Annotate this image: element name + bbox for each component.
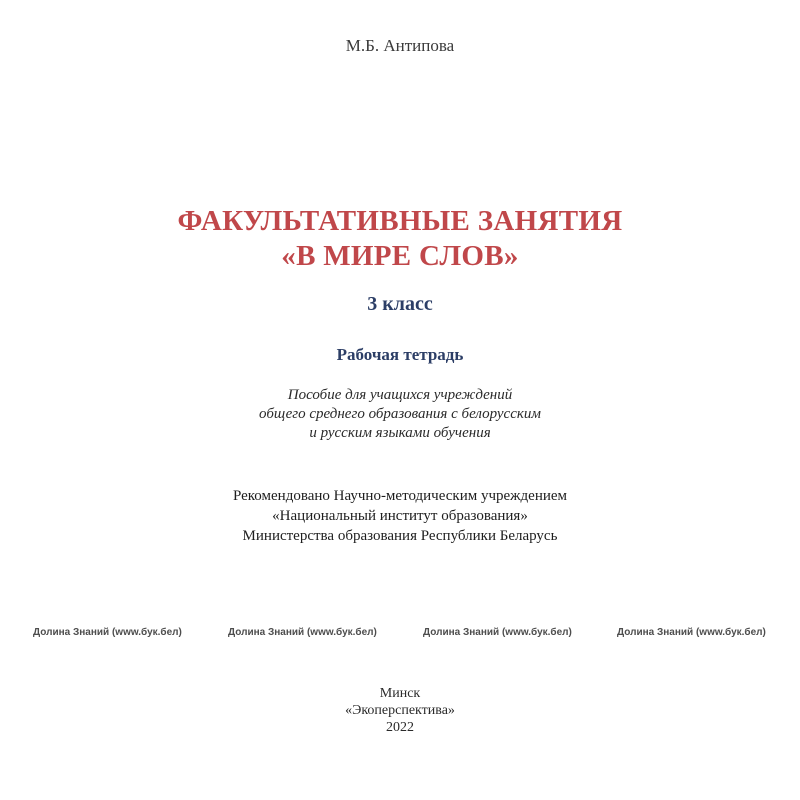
description-line-1: Пособие для учащихся учреждений [287,387,513,403]
author-name: М.Б. Антипова [345,36,455,55]
watermark-text: Долина Знаний (www.бук.бел) [228,627,377,638]
recommendation-line-2: «Национальный институт образования» [272,508,528,524]
publication-year: 2022 [386,720,414,735]
publisher-city: Минск [379,686,421,701]
recommendation-line-3: Министерства образования Республики Беларусь [242,528,558,544]
description-line-3: и русским языками обучения [309,425,491,441]
watermark-row [0,627,800,643]
watermark-text: Долина Знаний (www.бук.бел) [617,627,766,638]
workbook-label: Рабочая тетрадь [336,345,464,364]
book-title-line-1: ФАКУЛЬТАТИВНЫЕ ЗАНЯТИЯ [177,205,623,237]
watermark-text: Долина Знаний (www.бук.бел) [33,627,182,638]
book-title-line-2: «В МИРЕ СЛОВ» [281,240,519,272]
recommendation-line-1: Рекомендовано Научно-методическим учреждением [232,488,568,504]
publisher-name: «Экоперспектива» [345,703,455,718]
watermark-text: Долина Знаний (www.бук.бел) [423,627,572,638]
grade-label: 3 класс [367,293,433,315]
description-line-2: общего среднего образования с белорусским [259,406,541,422]
